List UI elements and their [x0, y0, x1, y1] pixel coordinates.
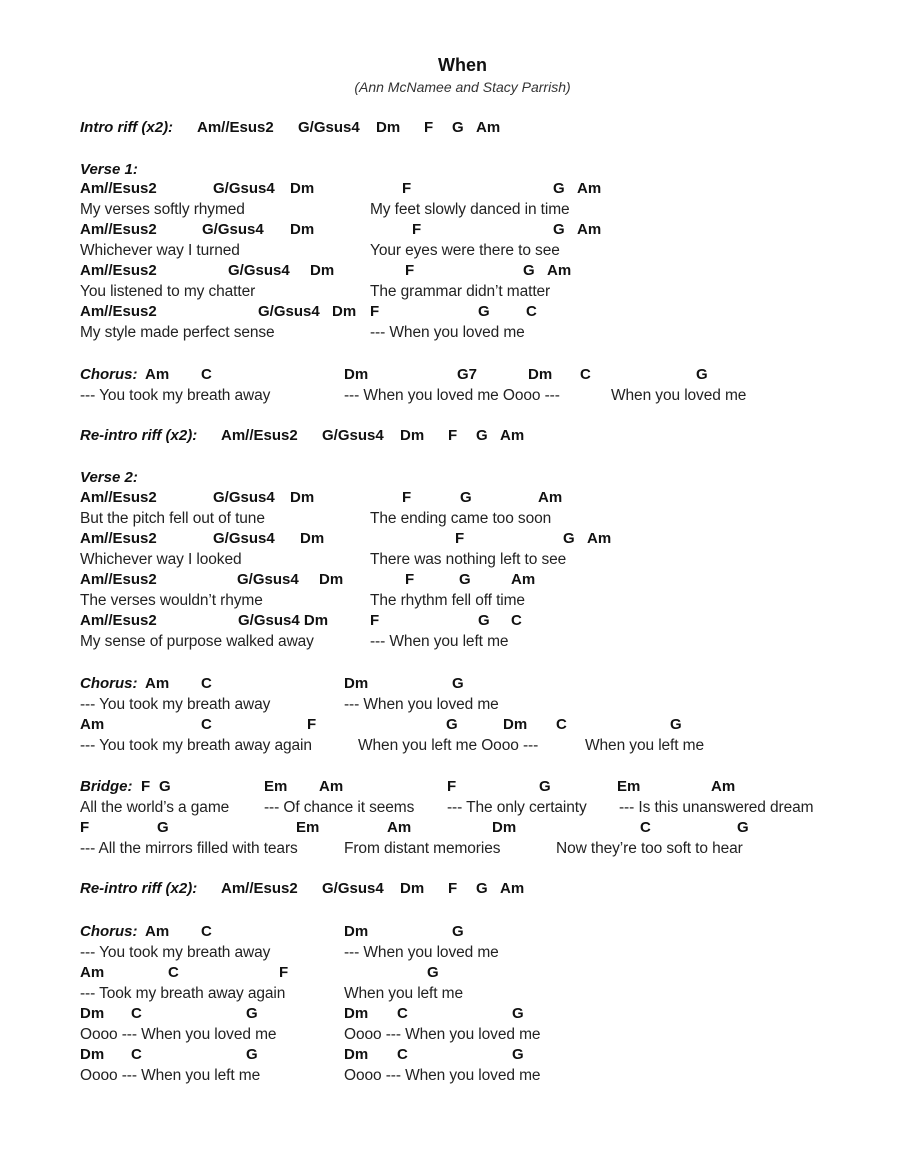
lyric-line: There was nothing left to see [370, 551, 567, 568]
chord: Am [547, 262, 572, 279]
chord: Am//Esus2 [221, 880, 298, 897]
lyric-line: --- All the mirrors filled with tears [80, 840, 298, 857]
chord: C [397, 1005, 408, 1022]
chord: F [424, 119, 434, 136]
chord: G [696, 366, 708, 383]
chord: G/Gsus4 [213, 180, 275, 197]
lyric-line: --- When you loved me [344, 944, 499, 961]
chord: Am [476, 119, 501, 136]
lyric-line: --- Is this unanswered dream [619, 799, 814, 816]
lyric-line: All the world’s a game [80, 799, 230, 816]
section-label-reintro: Re-intro riff (x2): [80, 427, 198, 444]
chord: G [460, 489, 472, 506]
chord: Am [587, 530, 612, 547]
chord: Am [80, 964, 105, 981]
chord: G/Gsus4 [322, 880, 384, 897]
chord: Em [296, 819, 320, 836]
chord: F [448, 427, 458, 444]
lyric-line: Oooo --- When you left me [80, 1067, 261, 1084]
lyric-line: The rhythm fell off time [370, 592, 525, 609]
lyric-line: --- You took my breath away [80, 696, 271, 713]
chord: G [523, 262, 535, 279]
chord: G [539, 778, 551, 795]
chord: Am//Esus2 [80, 489, 157, 506]
chord: G [427, 964, 439, 981]
lyric-line: When you loved me [611, 387, 747, 404]
chord: Am [387, 819, 412, 836]
chord: G/Gsus4 [213, 530, 275, 547]
chord: Dm [376, 119, 401, 136]
chord: F [402, 489, 412, 506]
chord: Am//Esus2 [80, 303, 157, 320]
chord: C [201, 366, 212, 383]
song-authors: (Ann McNamee and Stacy Parrish) [354, 79, 571, 95]
chord: G/Gsus4 [258, 303, 320, 320]
chord: Em [264, 778, 288, 795]
section-label-reintro: Re-intro riff (x2): [80, 880, 198, 897]
chord: G [512, 1005, 524, 1022]
chord: Dm [528, 366, 553, 383]
chord: G/Gsus4 [213, 489, 275, 506]
chord: F [141, 778, 151, 795]
lyric-line: --- You took my breath away [80, 387, 271, 404]
chord: F [405, 262, 415, 279]
chord: F [412, 221, 422, 238]
lyric-line: When you left me [585, 737, 705, 754]
chord: G [563, 530, 575, 547]
chord: Am//Esus2 [80, 612, 157, 629]
lyric-line: --- When you left me [370, 633, 509, 650]
chord: G [512, 1046, 524, 1063]
chord: Am//Esus2 [80, 221, 157, 238]
chord: G/Gsus4 [298, 119, 360, 136]
chord: Dm [290, 221, 315, 238]
lyric-line: --- Took my breath away again [80, 985, 286, 1002]
chord: F [448, 880, 458, 897]
lyric-line: Whichever way I turned [80, 242, 240, 259]
chord: Am//Esus2 [221, 427, 298, 444]
chord: C [397, 1046, 408, 1063]
lyric-line: My feet slowly danced in time [370, 201, 570, 218]
chord: Am [500, 427, 525, 444]
chord: G/Gsus4 [202, 221, 264, 238]
lyric-line: The ending came too soon [370, 510, 552, 527]
chord: Dm [300, 530, 325, 547]
lyric-line: The verses wouldn’t rhyme [80, 592, 263, 609]
lyric-line: My verses softly rhymed [80, 201, 245, 218]
chord: G [553, 221, 565, 238]
chord: F [370, 612, 380, 629]
chord: F [370, 303, 380, 320]
chord: G/Gsus4 [237, 571, 299, 588]
chord: Dm [503, 716, 528, 733]
chord: Dm [344, 675, 369, 692]
lyric-line: --- You took my breath away again [80, 737, 312, 754]
chord: Am [711, 778, 736, 795]
chord: Dm [492, 819, 517, 836]
chord: G [553, 180, 565, 197]
chord: G [246, 1005, 258, 1022]
chord: C [640, 819, 651, 836]
chord: F [405, 571, 415, 588]
lyric-line: --- When you loved me [344, 696, 499, 713]
chord: G [476, 880, 488, 897]
chord: F [307, 716, 317, 733]
lyric-line: The grammar didn’t matter [370, 283, 551, 300]
chord: Am [500, 880, 525, 897]
chord: Am [145, 366, 170, 383]
lyric-line: Oooo --- When you loved me [344, 1067, 541, 1084]
chord: C [556, 716, 567, 733]
lyric-line: Your eyes were there to see [370, 242, 560, 259]
chord: Am [577, 221, 602, 238]
lyric-line: Whichever way I looked [80, 551, 242, 568]
section-label-verse-2: Verse 2: [80, 469, 138, 486]
chord: C [201, 716, 212, 733]
lyric-line: My style made perfect sense [80, 324, 275, 341]
chord: F [402, 180, 412, 197]
lyric-line: --- You took my breath away [80, 944, 271, 961]
chord: Am//Esus2 [80, 180, 157, 197]
section-label-intro: Intro riff (x2): [80, 119, 174, 136]
chord: G [159, 778, 171, 795]
lyric-line: --- When you loved me [370, 324, 525, 341]
lyric-line: But the pitch fell out of tune [80, 510, 265, 527]
chord: Dm [80, 1046, 105, 1063]
chord: G [478, 612, 490, 629]
lyric-line: You listened to my chatter [80, 283, 256, 300]
chord: G [478, 303, 490, 320]
chord: Am [145, 675, 170, 692]
chord: C [526, 303, 537, 320]
chord: F [455, 530, 465, 547]
chord: Am [511, 571, 536, 588]
chord: G7 [457, 366, 478, 383]
chord: Dm [319, 571, 344, 588]
chord: Am//Esus2 [80, 530, 157, 547]
chord: G [452, 119, 464, 136]
chord: G [459, 571, 471, 588]
chord: Dm [290, 489, 315, 506]
chord: Dm [290, 180, 315, 197]
chord: G [246, 1046, 258, 1063]
chord: C [168, 964, 179, 981]
chord: F [447, 778, 457, 795]
chord: C [131, 1046, 142, 1063]
chord: G [452, 923, 464, 940]
chord: G [476, 427, 488, 444]
lyric-line: Now they’re too soft to hear [556, 840, 743, 857]
chord: C [511, 612, 522, 629]
chord: C [201, 923, 212, 940]
lyric-line: Oooo --- When you loved me [80, 1026, 277, 1043]
chord: Am [319, 778, 344, 795]
lyric-line: --- When you loved me Oooo --- [344, 387, 560, 404]
section-label-verse-1: Verse 1: [80, 161, 138, 178]
chord: Dm [344, 366, 369, 383]
chord: Dm [400, 880, 425, 897]
chord: Dm [332, 303, 357, 320]
section-label-chorus: Chorus: [80, 675, 138, 692]
chord: C [131, 1005, 142, 1022]
chord: Dm [400, 427, 425, 444]
chord: C [580, 366, 591, 383]
section-label-chorus: Chorus: [80, 366, 138, 383]
chord: Dm [344, 1005, 369, 1022]
song-title: When [438, 55, 487, 75]
chord: G [670, 716, 682, 733]
chord: G/Gsus4 Dm [238, 612, 329, 629]
chord: G [452, 675, 464, 692]
chord: Am [80, 716, 105, 733]
chord: G/Gsus4 [322, 427, 384, 444]
chord: F [80, 819, 90, 836]
lyric-line: When you left me [344, 985, 464, 1002]
chord: Am//Esus2 [80, 571, 157, 588]
chord: Dm [344, 923, 369, 940]
chord: Am [577, 180, 602, 197]
chord: Em [617, 778, 641, 795]
chord: Am//Esus2 [197, 119, 274, 136]
chord: Dm [344, 1046, 369, 1063]
section-label-bridge: Bridge: [80, 778, 133, 795]
lyric-line: My sense of purpose walked away [80, 633, 314, 650]
lyric-line: Oooo --- When you loved me [344, 1026, 541, 1043]
chord: Am [145, 923, 170, 940]
chord: G [446, 716, 458, 733]
chord: Dm [80, 1005, 105, 1022]
chord: C [201, 675, 212, 692]
chord: Am//Esus2 [80, 262, 157, 279]
chord: Am [538, 489, 563, 506]
chord: G [737, 819, 749, 836]
chord: G [157, 819, 169, 836]
chord: Dm [310, 262, 335, 279]
lyric-line: When you left me Oooo --- [358, 737, 539, 754]
chord: F [279, 964, 289, 981]
section-label-chorus: Chorus: [80, 923, 138, 940]
lyric-line: --- The only certainty [447, 799, 587, 816]
chord: G/Gsus4 [228, 262, 290, 279]
lyric-line: --- Of chance it seems [264, 799, 415, 816]
lyric-line: From distant memories [344, 840, 501, 857]
